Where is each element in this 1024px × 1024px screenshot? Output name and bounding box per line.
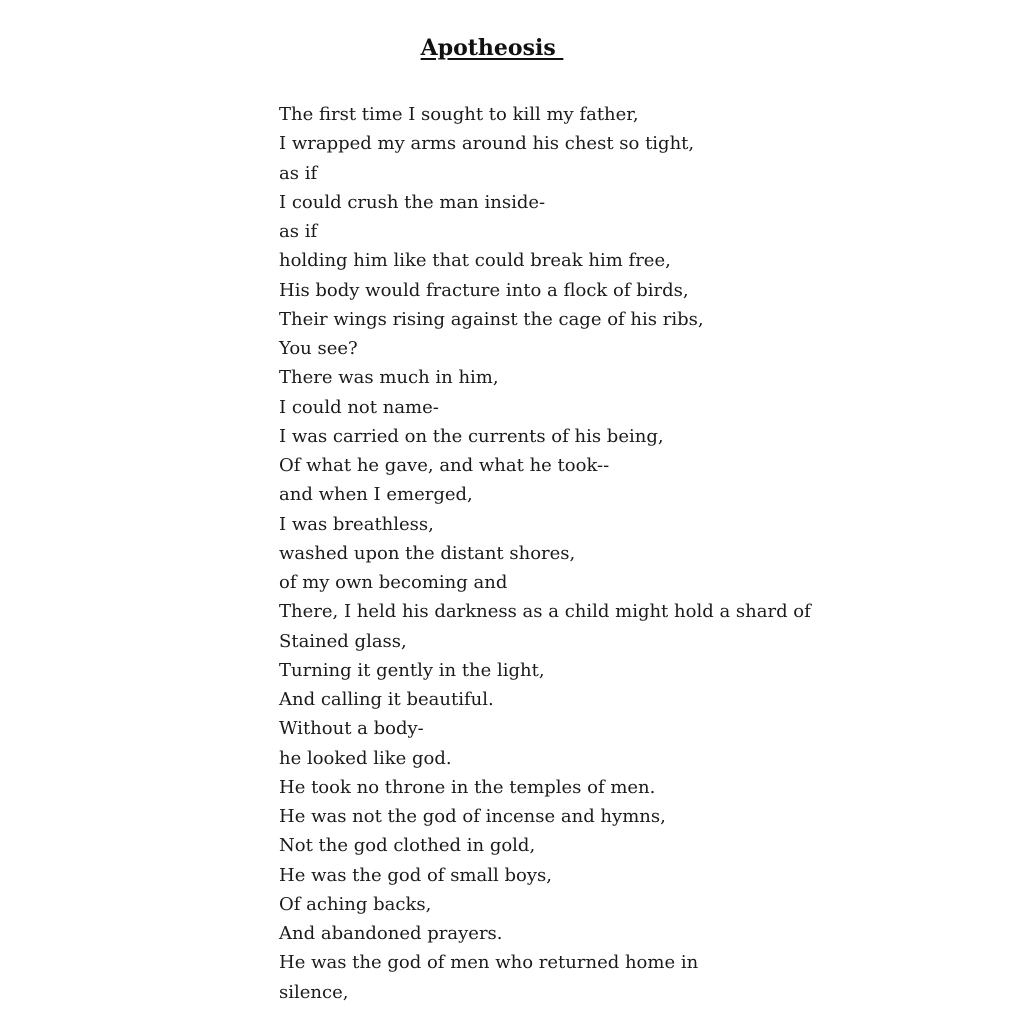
poem-line: silence, — [279, 981, 349, 1003]
poem-line: And abandoned prayers. — [279, 923, 503, 944]
poem-line: as if — [279, 221, 318, 242]
poem-line: I was breathless, — [279, 513, 434, 535]
poem-line: of my own becoming and — [279, 572, 508, 593]
poem-line: There, I held his darkness as a child might hold a shard of — [279, 601, 811, 623]
poem-title — [0, 33, 984, 63]
poem-line: The first time I sought to kill my father, — [279, 104, 639, 125]
poem-line: And calling it beautiful. — [279, 689, 494, 710]
poem-line: Without a body- — [279, 718, 424, 740]
poem-line: he looked like god. — [279, 747, 452, 769]
poem-line: Turning it gently in the light, — [279, 659, 545, 681]
poem-line: I could crush the man inside- — [279, 191, 546, 213]
poem-line: I was carried on the currents of his being, — [279, 425, 664, 447]
poem-line: He was not the god of incense and hymns, — [279, 806, 666, 827]
poem-line: His body would fracture into a flock of birds, — [279, 279, 689, 301]
poem-line: Not the god clothed in gold, — [279, 835, 536, 857]
poem-line: Of aching backs, — [279, 893, 432, 915]
poem-line: washed upon the distant shores, — [279, 542, 576, 564]
poem-line: He took no throne in the temples of men. — [279, 776, 656, 798]
poem-line: Of what he gave, and what he took-- — [279, 455, 610, 476]
poem-line: Their wings rising against the cage of his ribs, — [279, 308, 704, 330]
poem-body — [279, 100, 811, 1007]
poem-line: You see? — [279, 338, 358, 359]
poem-line: He was the god of small boys, — [279, 864, 552, 886]
poem-line: as if — [279, 162, 318, 184]
poem-line: There was much in him, — [279, 367, 499, 389]
poem-title-text: Apotheosis — [420, 35, 564, 61]
poem-line: He was the god of men who returned home in — [279, 952, 699, 974]
poem-line: holding him like that could break him free, — [279, 250, 671, 272]
poem-line: Stained glass, — [279, 630, 407, 652]
poem-line: I wrapped my arms around his chest so tight, — [279, 133, 695, 155]
poem-line: and when I emerged, — [279, 484, 473, 506]
poem-line: I could not name- — [279, 396, 439, 418]
